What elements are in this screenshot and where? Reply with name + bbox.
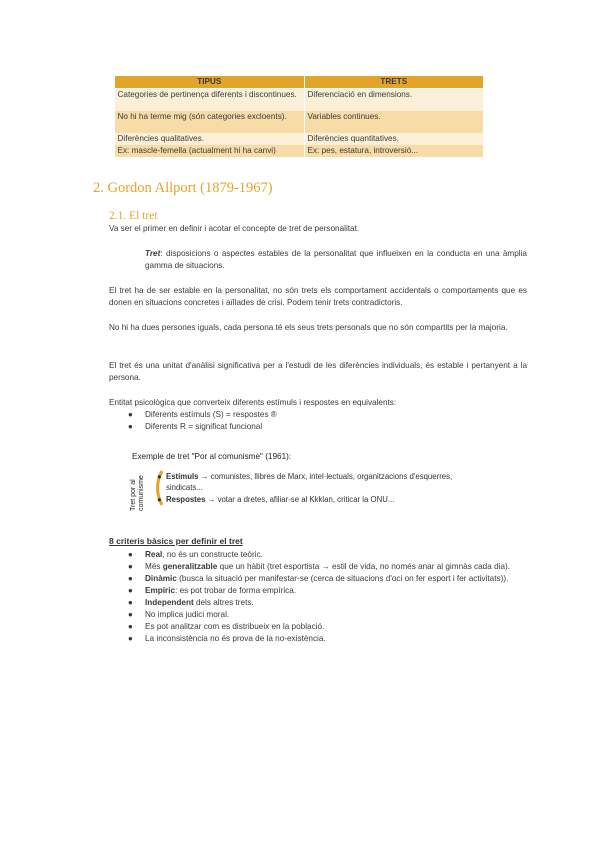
list-item: ● Independent dels altres trets. (128, 598, 254, 607)
table-cell: Diferències qualitatives. (115, 133, 305, 145)
list-item: ● Dinàmic (busca la situació per manifestar-se (cerca de situacions d'oci on fer esport i fer activitats)). (128, 574, 509, 583)
bullet-icon: ● (128, 586, 133, 595)
equivalence-list (109, 409, 527, 433)
paragraph-unit: El tret és una unitat d'anàlisi significativa per a l'estudi de les diferències individuals, és estable i pertanyent a la persona. (109, 361, 527, 382)
paragraph-uniqueness: No hi ha dues persones iguals, cada persona té els seus trets personals que no són compartits per la majoria. (109, 323, 508, 332)
list-item: ● La inconsistència no és prova de la no-existència. (128, 634, 326, 643)
comparison-table (114, 75, 484, 157)
table-header: TIPUS (115, 76, 305, 89)
definition-term: Tret (145, 249, 161, 258)
intro-paragraph: Va ser el primer en definir i acotar el concepte de tret de personalitat. (109, 224, 360, 233)
bullet-icon: ● (128, 610, 133, 619)
figure-responses (157, 494, 472, 505)
trait-example-figure (130, 452, 475, 512)
table-row (115, 111, 484, 133)
table-cell: Variables continues. (304, 111, 484, 133)
responses-text: → votar a dretes, afiliar-se al Kkklan, criticar la ONU... (205, 495, 395, 504)
list-item: ● No implica judici moral. (128, 610, 230, 619)
bullet-icon: ● (128, 550, 133, 559)
bullet-icon: ● (157, 495, 162, 504)
list-item: ● Diferents estímuls (S) = respostes ® (128, 410, 277, 419)
bullet-icon: ● (128, 410, 133, 419)
table-cell: No hi ha terme mig (són categories excloents). (115, 111, 305, 133)
bullet-icon: ● (128, 598, 133, 607)
side-label-line-2: comunisme (138, 475, 145, 511)
subsection-heading: 2.1. El tret (109, 210, 158, 222)
figure-side-label (128, 467, 150, 511)
list-item: ● Més generalitzable que un hàbit (tret esportista → estil de vida, no només anar al gimnàs cada dia). (128, 562, 510, 571)
side-label-line-1: Tret por al (130, 479, 137, 511)
bullet-icon: ● (128, 634, 133, 643)
table-row (115, 145, 484, 157)
list-item: ● Es pot analitzar com es distribueix en la població. (128, 622, 325, 631)
bullet-icon: ● (157, 472, 162, 481)
table-cell: Ex: mascle-femella (actualment hi ha canvi) (115, 145, 305, 157)
definition-text: : disposicions o aspectes estables de la personalitat que influeixen en la conducta en una àmplia gamma de situacions. (145, 249, 527, 270)
table-row (115, 133, 484, 145)
paragraph-stability: El tret ha de ser estable en la personalitat, no són trets els comportament accidentals o comportaments que es donen en situacions concretes i aïllades de crisi. Podem tenir trets contradictoris. (109, 286, 527, 307)
list-item: ● Diferents R = significat funcional (128, 422, 263, 431)
bullet-icon: ● (128, 422, 133, 431)
criteria-title: 8 criteris bàsics per definir el tret (109, 536, 243, 546)
stimuli-text: → comunistes, llibres de Marx, intel·lectuals, organitzacions d'esquerres, sindicats... (166, 472, 453, 492)
criteria-list (109, 549, 527, 645)
bullet-icon: ● (128, 622, 133, 631)
table-cell: Diferències quantitatives. (304, 133, 484, 145)
figure-title: Exemple de tret "Por al comunisme" (1961): (132, 452, 292, 461)
figure-stimuli (157, 471, 472, 493)
table-cell: Ex: pes, estatura, introversió... (304, 145, 484, 157)
table-row (115, 89, 484, 112)
list-item: ● Real, no és un constructe teòric. (128, 550, 263, 559)
list-item: ● Empíric: es pot trobar de forma empírica. (128, 586, 297, 595)
stimuli-label: Estímuls (166, 472, 199, 481)
table-cell: Diferenciació en dimensions. (304, 89, 484, 112)
section-heading: 2. Gordon Allport (1879-1967) (93, 180, 273, 196)
paragraph-entity: Entitat psicològica que converteix diferents estímuls i respostes en equivalents: (109, 398, 397, 407)
table-cell: Categories de pertinença diferents i discontinues. (115, 89, 305, 112)
responses-label: Respostes (166, 495, 206, 504)
table-header-row (115, 76, 484, 89)
table-header: TRETS (304, 76, 484, 89)
bullet-icon: ● (128, 574, 133, 583)
bullet-icon: ● (128, 562, 133, 571)
definition-paragraph (145, 248, 527, 272)
